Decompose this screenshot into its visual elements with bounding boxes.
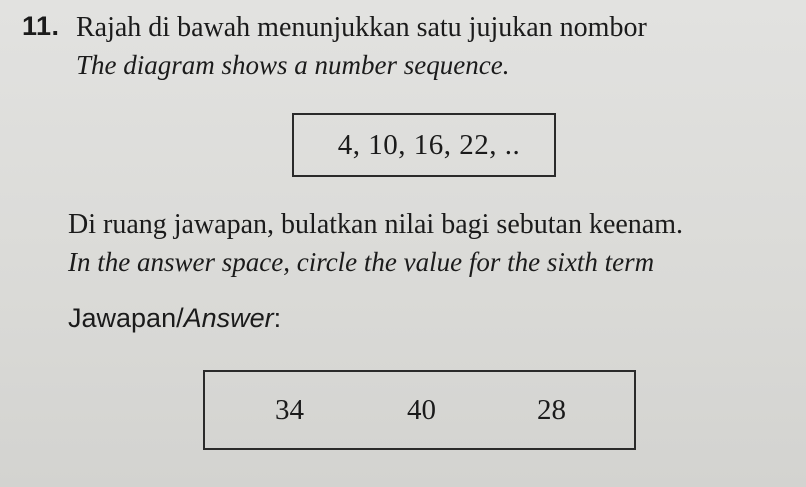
sequence-box [292, 113, 556, 177]
question-number: 11. [22, 11, 60, 41]
question-text-english: The diagram shows a number sequence. [76, 50, 510, 80]
instruction-text-malay: Di ruang jawapan, bulatkan nilai bagi sebutan keenam. [68, 209, 684, 240]
instruction-text-english: In the answer space, circle the value for the sixth term [68, 247, 655, 277]
answer-box [203, 370, 636, 450]
answer-option-1[interactable]: 34 [275, 394, 304, 426]
question-text-malay: Rajah di bawah menunjukkan satu jujukan nombor [76, 12, 647, 43]
answer-label-malay: Jawapan/ [68, 303, 184, 333]
answer-option-3[interactable]: 28 [537, 394, 566, 426]
answer-label-english: Answer [183, 303, 274, 333]
number-sequence: 4, 10, 16, 22, .. [337, 128, 521, 161]
answer-label [68, 303, 281, 334]
answer-option-2[interactable]: 40 [407, 394, 436, 426]
answer-label-colon: : [273, 303, 282, 333]
